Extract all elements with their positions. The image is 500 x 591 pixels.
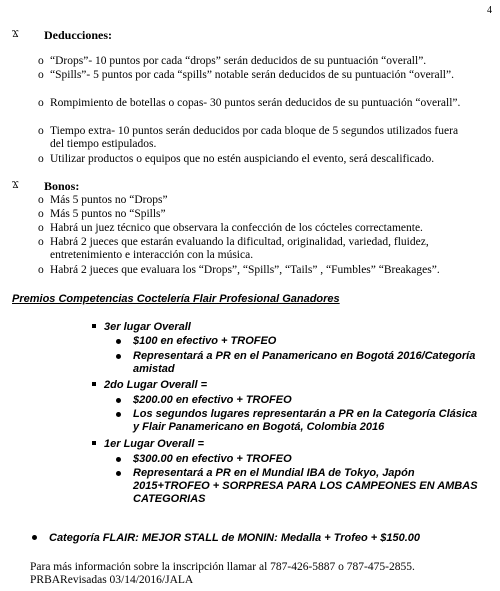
place-title: 3er lugar Overall <box>92 321 191 333</box>
square-bullet-icon <box>92 382 96 386</box>
bullet-icon <box>116 339 121 344</box>
deducciones-heading: Deducciones: <box>44 28 112 42</box>
premios-heading: Premios Competencias Coctelería Flair Profesional Ganadores <box>12 293 340 305</box>
footer-revision: PRBARevisadas 03/14/2016/JALA <box>30 574 194 586</box>
bonos-item: o Habrá un juez técnico que observara la confección de los cócteles correctamente. <box>38 222 423 234</box>
bullet-icon <box>32 535 37 540</box>
section-bullet-icon: Ϫ <box>12 29 19 40</box>
place-title: 1er Lugar Overall = <box>92 438 204 450</box>
bonos-item: o Más 5 puntos no “Drops” <box>38 194 168 206</box>
bullet-icon <box>116 354 121 359</box>
deducciones-item: o Tiempo extra- 10 puntos serán deducidos por cada bloque de 5 segundos utilizados fuera del tiempo estipulados. <box>38 125 459 150</box>
bullet-icon <box>116 412 121 417</box>
flair-category: Categoría FLAIR: MEJOR STALL de MONIN: Medalla + Trofeo + $150.00 <box>32 532 420 544</box>
deducciones-item: o “Drops”- 10 puntos por cada “drops” serán deducidos de su puntuación “overall”. <box>38 55 427 67</box>
place-title: 2do Lugar Overall = <box>92 379 207 391</box>
section-bullet-icon: Ϫ <box>12 180 19 191</box>
bullet-icon <box>116 471 121 476</box>
bonos-item: o Habrá 2 jueces que estarán evaluando la dificultad, originalidad, variedad, fluidez, entretenimiento e interacción con la música. <box>38 236 429 261</box>
footer-info: Para más información sobre la inscripción llamar al 787-426-5887 o 787-475-2855. <box>30 561 415 573</box>
deducciones-item: o Rompimiento de botellas o copas- 30 puntos serán deducidos de su puntuación “overall”. <box>38 97 461 109</box>
deducciones-item: o “Spills”- 5 puntos por cada “spills” notable serán deducidos de su puntuación “overall”. <box>38 69 454 81</box>
prize-item: $100 en efectivo + TROFEO <box>116 335 486 348</box>
square-bullet-icon <box>92 324 96 328</box>
prize-item: $200.00 en efectivo + TROFEO <box>116 394 486 407</box>
page-number: 4 <box>487 5 492 16</box>
bonos-item: o Habrá 2 jueces que evaluara los “Drops”, “Spills”, “Tails” , “Fumbles” “Breakages”. <box>38 264 440 276</box>
prize-item: Representará a PR en el Mundial IBA de Tokyo, Japón 2015+TROFEO + SORPRESA PARA LOS CAMPEONES EN AMBAS CATEGORIAS <box>116 467 486 506</box>
bullet-icon <box>116 457 121 462</box>
bonos-heading: Bonos: <box>44 179 80 193</box>
prize-item: Los segundos lugares representarán a PR en la Categoría Clásica y Flair Panamericano en Bogotá, Colombia 2016 <box>116 408 486 434</box>
prize-item: $300.00 en efectivo + TROFEO <box>116 453 486 466</box>
prize-item: Representará a PR en el Panamericano en Bogotá 2016/Categoría amistad <box>116 350 486 376</box>
bonos-item: o Más 5 puntos no “Spills” <box>38 208 166 220</box>
deducciones-item: o Utilizar productos o equipos que no estén auspiciando el evento, será descalificado. <box>38 153 435 165</box>
bullet-icon <box>116 398 121 403</box>
square-bullet-icon <box>92 441 96 445</box>
